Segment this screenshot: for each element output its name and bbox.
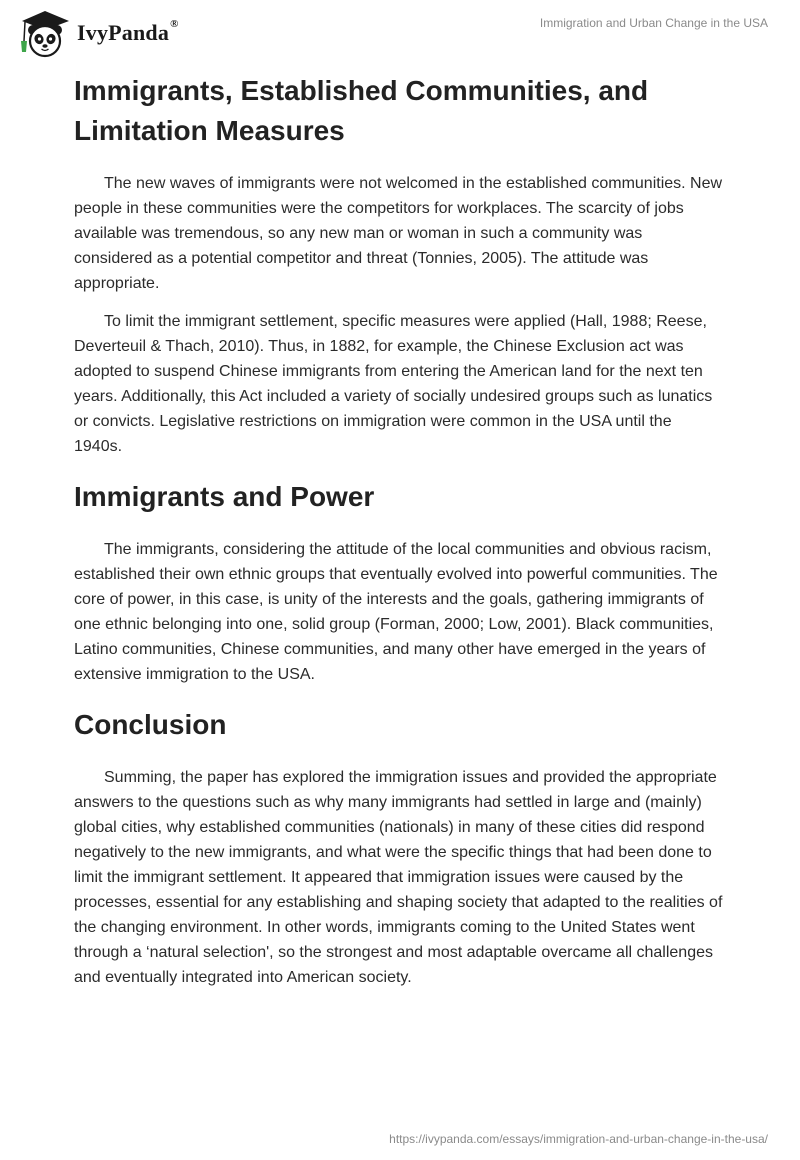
section-heading-immigrants-and-power: Immigrants and Power [74, 481, 375, 512]
section-heading-limitation-measures: Immigrants, Established Communities, and Limitation Measures [74, 75, 649, 146]
brand-name[interactable]: IvyPanda® [77, 18, 179, 45]
source-url-link[interactable]: https://ivypanda.com/essays/immigration-and-urban-change-in-the-usa/ [389, 1132, 768, 1146]
paragraph: To limit the immigrant settlement, specific measures were applied (Hall, 1988; Reese, Deverteuil & Thach, 2010). Thus, in 1882, for example, the Chinese Exclusion act was adopted to suspend Chinese immigrants from entering the American land for the next ten years. Additionally, this Act included a variety of socially undesired groups such as lunatics or convicts. Legislative restrictions on immigration were common in the USA until the 1940s. [74, 313, 713, 455]
paragraph: Summing, the paper has explored the immigration issues and provided the appropriate answers to the questions such as why many immigrants had settled in large and (mainly) global cities, why established communities (nationals) in many of these cities did respond negatively to the new immigrants, and what were the specific things that had been done to limit the immigrant settlement. It appeared that immigration issues were caused by the processes, essential for any establishing and shaping society that adapted to the realities of the changing environment. In other words, immigrants coming to the United States went through a ‘natural selection', so the strongest and most adaptable overcame all challenges and eventually integrated into American society. [74, 769, 723, 986]
paragraph: The immigrants, considering the attitude of the local communities and obvious racism, established their own ethnic groups that eventually evolved into powerful communities. The core of power, in this case, is unity of the interests and the goals, gathering immigrants of one ethnic belonging into one, solid group (Forman, 2000; Low, 2001). Black communities, Latino communities, Chinese communities, and many other have emerged in the years of extensive immigration to the USA. [74, 541, 718, 683]
essay-content [74, 70, 724, 990]
page-header [0, 0, 800, 66]
paragraph: The new waves of immigrants were not welcomed in the established communities. New people in these communities were the competitors for workplaces. The scarcity of jobs available was tremendous, so any new man or woman in such a community was considered as a potential competitor and threat (Tonnies, 2005). The attitude was appropriate. [74, 175, 723, 292]
registered-mark: ® [170, 18, 179, 30]
section-heading-conclusion: Conclusion [74, 709, 227, 740]
document-title: Immigration and Urban Change in the USA [539, 16, 768, 30]
panda-graduation-cap-icon [14, 8, 76, 60]
